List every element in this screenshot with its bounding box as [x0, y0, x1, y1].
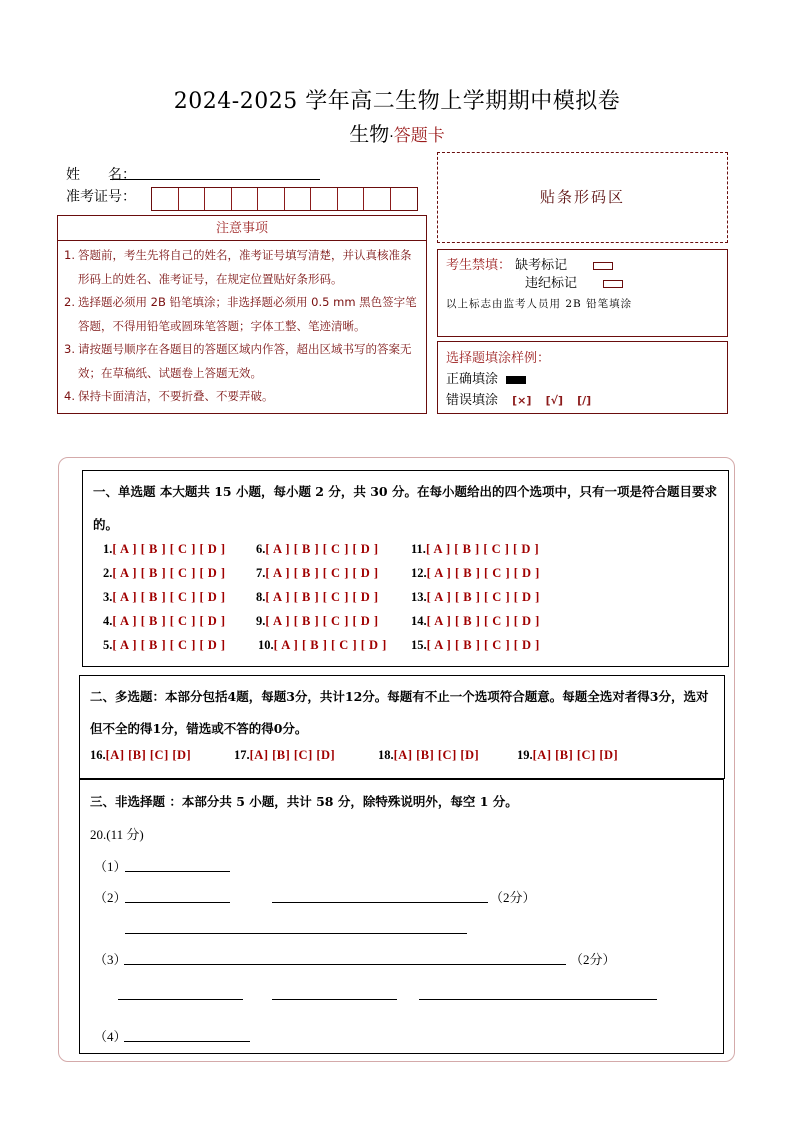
- absent-mark-label: 缺考标记: [515, 258, 568, 273]
- subject-label: 生物: [349, 122, 390, 146]
- id-label: 准考证号：: [66, 189, 136, 205]
- q20-label: 20.(11 分): [90, 827, 144, 842]
- question-row[interactable]: 8.[ A ] [ B ] [ C ] [ D ]: [256, 590, 379, 604]
- name-field[interactable]: [110, 179, 320, 180]
- wrong-fill-label: 错误填涂: [446, 393, 499, 408]
- part1-label: （1）: [94, 859, 127, 874]
- question-row[interactable]: 12.[ A ] [ B ] [ C ] [ D ]: [411, 566, 540, 580]
- answer-blank[interactable]: [125, 871, 230, 872]
- notice-item: 2. 选择题必须用 2B 铅笔填涂；非选择题必须用 0.5 mm 黑色签字笔答题，不得用铅笔或圆珠笔答题；字体工整、笔迹清晰。: [64, 295, 417, 333]
- question-row[interactable]: 16.[A] [B] [C] [D]: [90, 748, 192, 762]
- question-row[interactable]: 5.[ A ] [ B ] [ C ] [ D ]: [103, 638, 226, 652]
- id-digit-box[interactable]: [205, 188, 232, 210]
- question-row[interactable]: 15.[ A ] [ B ] [ C ] [ D ]: [411, 638, 540, 652]
- part3-points: （2分）: [570, 952, 616, 967]
- section-multiple-choice: [79, 675, 725, 779]
- question-row[interactable]: 3.[ A ] [ B ] [ C ] [ D ]: [103, 590, 226, 604]
- id-digit-box[interactable]: [258, 188, 285, 210]
- wrong-mark-x-icon: [×]: [512, 394, 532, 407]
- question-row[interactable]: 9.[ A ] [ B ] [ C ] [ D ]: [256, 614, 379, 628]
- question-row[interactable]: 7.[ A ] [ B ] [ C ] [ D ]: [256, 566, 379, 580]
- section-non-choice: [79, 779, 724, 1054]
- filled-mark-icon: [506, 376, 526, 384]
- section2-heading: 二、多选题：本部分包括4题，每题3分，共计12分。每题有不止一个选项符合题意。每题全选对者得3分，选对但不全的得1分，错选或不答的得0分。: [90, 689, 709, 736]
- fill-sample-title: 选择题填涂样例：: [446, 351, 551, 366]
- id-digit-box[interactable]: [179, 188, 206, 210]
- correct-fill-label: 正确填涂: [446, 372, 499, 387]
- page-subtitle: [0, 118, 794, 147]
- question-row[interactable]: 13.[ A ] [ B ] [ C ] [ D ]: [411, 590, 540, 604]
- question-row[interactable]: 11.[ A ] [ B ] [ C ] [ D ]: [411, 542, 540, 556]
- part3-label: （3）: [94, 952, 127, 967]
- staff-only-label: 考生禁填：: [446, 258, 512, 273]
- page-title: 2024-2025 学年高二生物上学期期中模拟卷: [173, 89, 621, 114]
- question-row[interactable]: 17.[A] [B] [C] [D]: [234, 748, 336, 762]
- id-digit-box[interactable]: [285, 188, 312, 210]
- id-digit-box[interactable]: [232, 188, 259, 210]
- answer-blank[interactable]: [272, 999, 397, 1000]
- question-row[interactable]: 10.[ A ] [ B ] [ C ] [ D ]: [258, 638, 387, 652]
- id-digit-box[interactable]: [311, 188, 338, 210]
- wrong-mark-check-icon: [√]: [545, 394, 563, 407]
- answer-blank[interactable]: [272, 902, 488, 903]
- part2-label: （2）: [94, 890, 127, 905]
- absent-mark-box[interactable]: [593, 262, 613, 270]
- exam-id-boxes: [151, 187, 418, 211]
- answer-blank[interactable]: [419, 999, 657, 1000]
- wrong-mark-slash-icon: [/]: [577, 394, 592, 407]
- question-row[interactable]: 4.[ A ] [ B ] [ C ] [ D ]: [103, 614, 226, 628]
- notice-item: 3. 请按题号顺序在各题目的答题区域内作答，超出区域书写的答案无效；在草稿纸、试题卷上答题无效。: [64, 342, 412, 380]
- section1-heading: 一、单选题 本大题共 15 小题，每小题 2 分，共 30 分。在每小题给出的四个选项中，只有一项是符合题目要求的。: [93, 484, 717, 532]
- id-digit-box[interactable]: [364, 188, 391, 210]
- id-digit-box[interactable]: [338, 188, 365, 210]
- violation-mark-box[interactable]: [603, 280, 623, 288]
- question-row[interactable]: 18.[A] [B] [C] [D]: [378, 748, 480, 762]
- notice-item: 1. 答题前，考生先将自己的姓名，准考证号填写清楚，并认真核准条形码上的姓名、准考证号，在规定位置贴好条形码。: [64, 248, 412, 286]
- question-row[interactable]: 19.[A] [B] [C] [D]: [517, 748, 619, 762]
- fill-sample-box: [437, 341, 728, 414]
- question-row[interactable]: 1.[ A ] [ B ] [ C ] [ D ]: [103, 542, 226, 556]
- answer-blank[interactable]: [124, 964, 566, 965]
- notice-item: 4. 保持卡面清洁，不要折叠、不要弄破。: [64, 389, 274, 403]
- card-label: 答题卡: [393, 126, 445, 146]
- question-row[interactable]: 6.[ A ] [ B ] [ C ] [ D ]: [256, 542, 379, 556]
- id-digit-box[interactable]: [391, 188, 418, 210]
- question-row[interactable]: 14.[ A ] [ B ] [ C ] [ D ]: [411, 614, 540, 628]
- violation-mark-label: 违纪标记: [525, 276, 578, 291]
- section-single-choice: [82, 470, 729, 667]
- answer-blank[interactable]: [125, 902, 230, 903]
- part4-label: （4）: [94, 1029, 127, 1044]
- name-label: 姓 名：: [66, 167, 136, 183]
- part2-points: （2分）: [490, 890, 536, 905]
- staff-note: 以上标志由监考人员用 2B 铅笔填涂: [446, 298, 633, 310]
- answer-blank[interactable]: [125, 933, 467, 934]
- notice-box: [57, 215, 427, 414]
- answer-blank[interactable]: [124, 1041, 250, 1042]
- id-digit-box[interactable]: [152, 188, 179, 210]
- question-row[interactable]: 2.[ A ] [ B ] [ C ] [ D ]: [103, 566, 226, 580]
- notice-title: 注意事项: [58, 216, 426, 241]
- section3-heading: 三、非选择题 ：本部分共 5 小题，共计 58 分，除特殊说明外，每空 1 分。: [90, 794, 518, 809]
- answer-blank[interactable]: [118, 999, 243, 1000]
- separator: ·: [389, 129, 394, 145]
- staff-only-box: [437, 249, 728, 337]
- barcode-area: 贴条形码区: [437, 152, 728, 243]
